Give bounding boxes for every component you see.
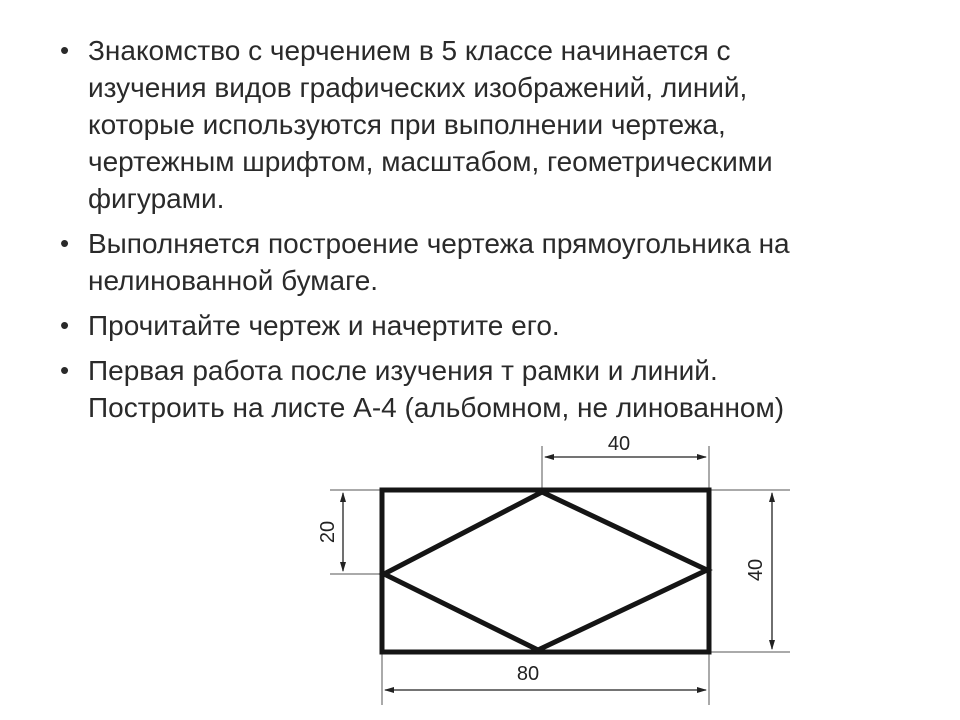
bullet-1-line-2: изучения видов графических изображений, линий, [88, 72, 748, 103]
bullet-1-line-5: фигурами. [88, 183, 225, 214]
bullet-4-line-2: Построить на листе А-4 (альбомном, не линованном) [88, 392, 785, 423]
bullet-4-line-1: Первая работа после изучения т рамки и линий. [88, 355, 718, 386]
dimension-label-right: 40 [745, 558, 767, 582]
dimension-label-left: 20 [317, 520, 339, 544]
dimension-label-top: 40 [607, 433, 631, 455]
bullet-2-line-2: нелинованной бумаге. [88, 265, 379, 296]
dimension-label-bottom: 80 [516, 663, 540, 685]
bullet-dot: • [60, 35, 70, 65]
bullet-2-line-1: Выполняется построение чертежа прямоугольника на [88, 228, 790, 259]
bullet-3-line-1: Прочитайте чертеж и начертите его. [88, 310, 560, 341]
bullet-1-line-4: чертежным шрифтом, масштабом, геометрическими [88, 146, 773, 177]
inner-rhombus [384, 492, 707, 650]
bullet-dot: • [60, 228, 70, 258]
bullet-dot: • [60, 310, 70, 340]
bullet-1-line-3: которые используются при выполнении чертежа, [88, 109, 726, 140]
bullet-1-line-1: Знакомство с черчением в 5 классе начинается с [88, 35, 731, 66]
outer-rectangle [382, 490, 709, 652]
bullet-dot: • [60, 355, 70, 385]
